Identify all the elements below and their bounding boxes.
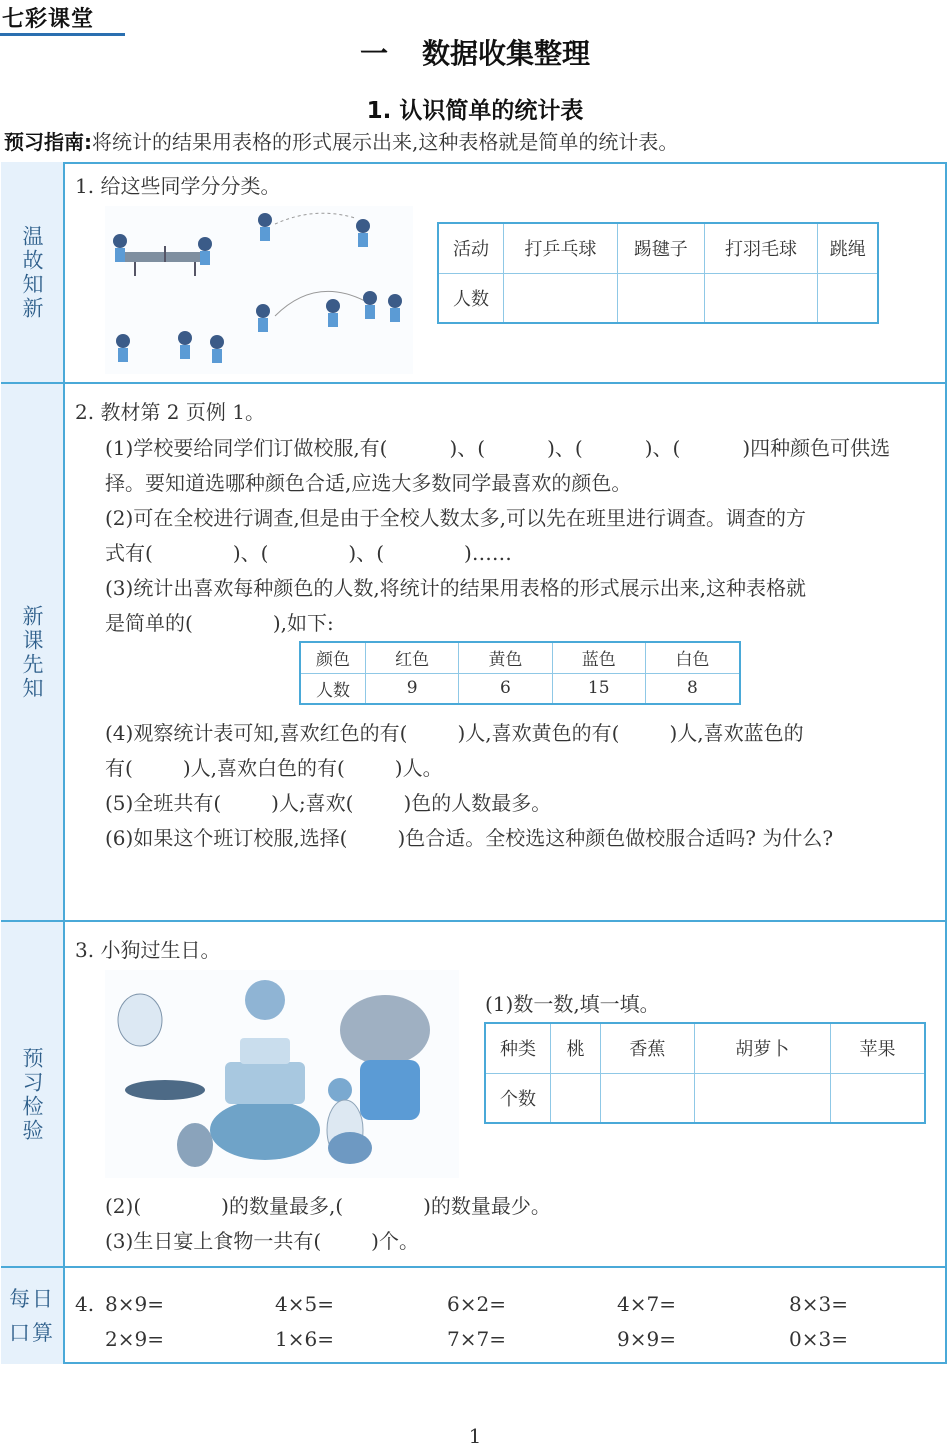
answer-cell[interactable] — [504, 273, 618, 323]
calc-item: 6×2= — [447, 1292, 506, 1316]
table-cell: 15 — [552, 673, 645, 704]
q3-title: 3. 小狗过生日。 — [75, 938, 221, 962]
section-preview-check — [1, 920, 947, 1268]
answer-cell[interactable] — [704, 273, 818, 323]
q2-title: 2. 教材第 2 页例 1。 — [75, 400, 265, 424]
q2-line-10: (6)如果这个班订校服,选择( )色合适。全校选这种颜色做校服合适吗? 为什么? — [105, 826, 834, 850]
q2-line-7: (4)观察统计表可知,喜欢红色的有( )人,喜欢黄色的有( )人,喜欢蓝色的 — [105, 721, 804, 745]
q3-line-2: (2)( )的数量最多,( )的数量最少。 — [105, 1194, 551, 1218]
table-header: 蓝色 — [552, 642, 645, 673]
activity-table — [437, 222, 879, 324]
table-header: 踢毽子 — [617, 223, 704, 273]
table-header: 红色 — [366, 642, 459, 673]
q2-line-8: 有( )人,喜欢白色的有( )人。 — [105, 756, 443, 780]
food-table — [484, 1022, 926, 1124]
calc-item: 4×5= — [275, 1292, 334, 1316]
q2-line-4: 式有( )、( )、( )…… — [105, 541, 512, 565]
table-header: 黄色 — [459, 642, 552, 673]
table-header: 打乒乓球 — [504, 223, 618, 273]
section-new-lesson — [1, 382, 947, 922]
q2-line-2: 择。要知道选哪种颜色合适,应选大多数同学最喜欢的颜色。 — [105, 471, 632, 495]
answer-cell[interactable] — [818, 273, 878, 323]
birthday-party-illustration — [105, 970, 459, 1178]
calc-item: 8×9= — [105, 1292, 164, 1316]
calc-item: 0×3= — [789, 1327, 848, 1351]
label-review: 温故知新 — [1, 162, 65, 384]
table-header: 胡萝卜 — [694, 1023, 830, 1073]
calc-item: 7×7= — [447, 1327, 506, 1351]
section-review — [1, 162, 947, 384]
calc-item: 9×9= — [617, 1327, 676, 1351]
page-number: 1 — [468, 1424, 482, 1448]
q2-line-1: (1)学校要给同学们订做校服,有( )、( )、( )、( )四种颜色可供选 — [105, 436, 891, 460]
q3-sub1: (1)数一数,填一填。 — [485, 992, 660, 1016]
calc-item: 4×7= — [617, 1292, 676, 1316]
calc-item: 2×9= — [105, 1327, 164, 1351]
children-activities-illustration — [105, 206, 413, 374]
brand-logo: 七彩课堂 — [2, 7, 95, 32]
section-daily-calc — [1, 1266, 947, 1364]
q2-line-3: (2)可在全校进行调查,但是由于全校人数太多,可以先在班里进行调查。调查的方 — [105, 506, 807, 530]
table-cell: 9 — [366, 673, 459, 704]
q1-title: 1. 给这些同学分分类。 — [75, 174, 281, 198]
chapter-title: 一 数据收集整理 — [359, 37, 591, 70]
table-cell: 6 — [459, 673, 552, 704]
table-header: 种类 — [485, 1023, 551, 1073]
color-table — [299, 641, 741, 705]
calc-item: 8×3= — [789, 1292, 848, 1316]
table-header: 活动 — [438, 223, 504, 273]
answer-cell[interactable] — [830, 1073, 925, 1123]
answer-cell[interactable] — [694, 1073, 830, 1123]
answer-cell[interactable] — [601, 1073, 694, 1123]
q3-line-3: (3)生日宴上食物一共有( )个。 — [105, 1229, 419, 1253]
q2-line-5: (3)统计出喜欢每种颜色的人数,将统计的结果用表格的形式展示出来,这种表格就 — [105, 576, 807, 600]
table-header: 打羽毛球 — [704, 223, 818, 273]
table-row-label: 人数 — [300, 673, 366, 704]
table-header: 香蕉 — [601, 1023, 694, 1073]
q2-line-9: (5)全班共有( )人;喜欢( )色的人数最多。 — [105, 791, 552, 815]
table-row-label: 个数 — [485, 1073, 551, 1123]
preview-guide: 预习指南:将统计的结果用表格的形式展示出来,这种表格就是简单的统计表。 — [4, 130, 679, 154]
label-preview-check: 预习检验 — [1, 922, 65, 1268]
table-header: 苹果 — [830, 1023, 925, 1073]
answer-cell[interactable] — [617, 273, 704, 323]
calc-item: 1×6= — [275, 1327, 334, 1351]
section-title: 1. 认识简单的统计表 — [366, 98, 584, 124]
table-header: 白色 — [645, 642, 740, 673]
table-header: 桃 — [551, 1023, 601, 1073]
label-new-lesson: 新课先知 — [1, 384, 65, 922]
table-row-label: 人数 — [438, 273, 504, 323]
table-header: 跳绳 — [818, 223, 878, 273]
table-cell: 8 — [645, 673, 740, 704]
answer-cell[interactable] — [551, 1073, 601, 1123]
label-daily-calc: 每日 口算 — [1, 1268, 65, 1364]
q4-number: 4. — [75, 1292, 95, 1316]
table-header: 颜色 — [300, 642, 366, 673]
q2-line-6: 是简单的( ),如下: — [105, 611, 334, 635]
